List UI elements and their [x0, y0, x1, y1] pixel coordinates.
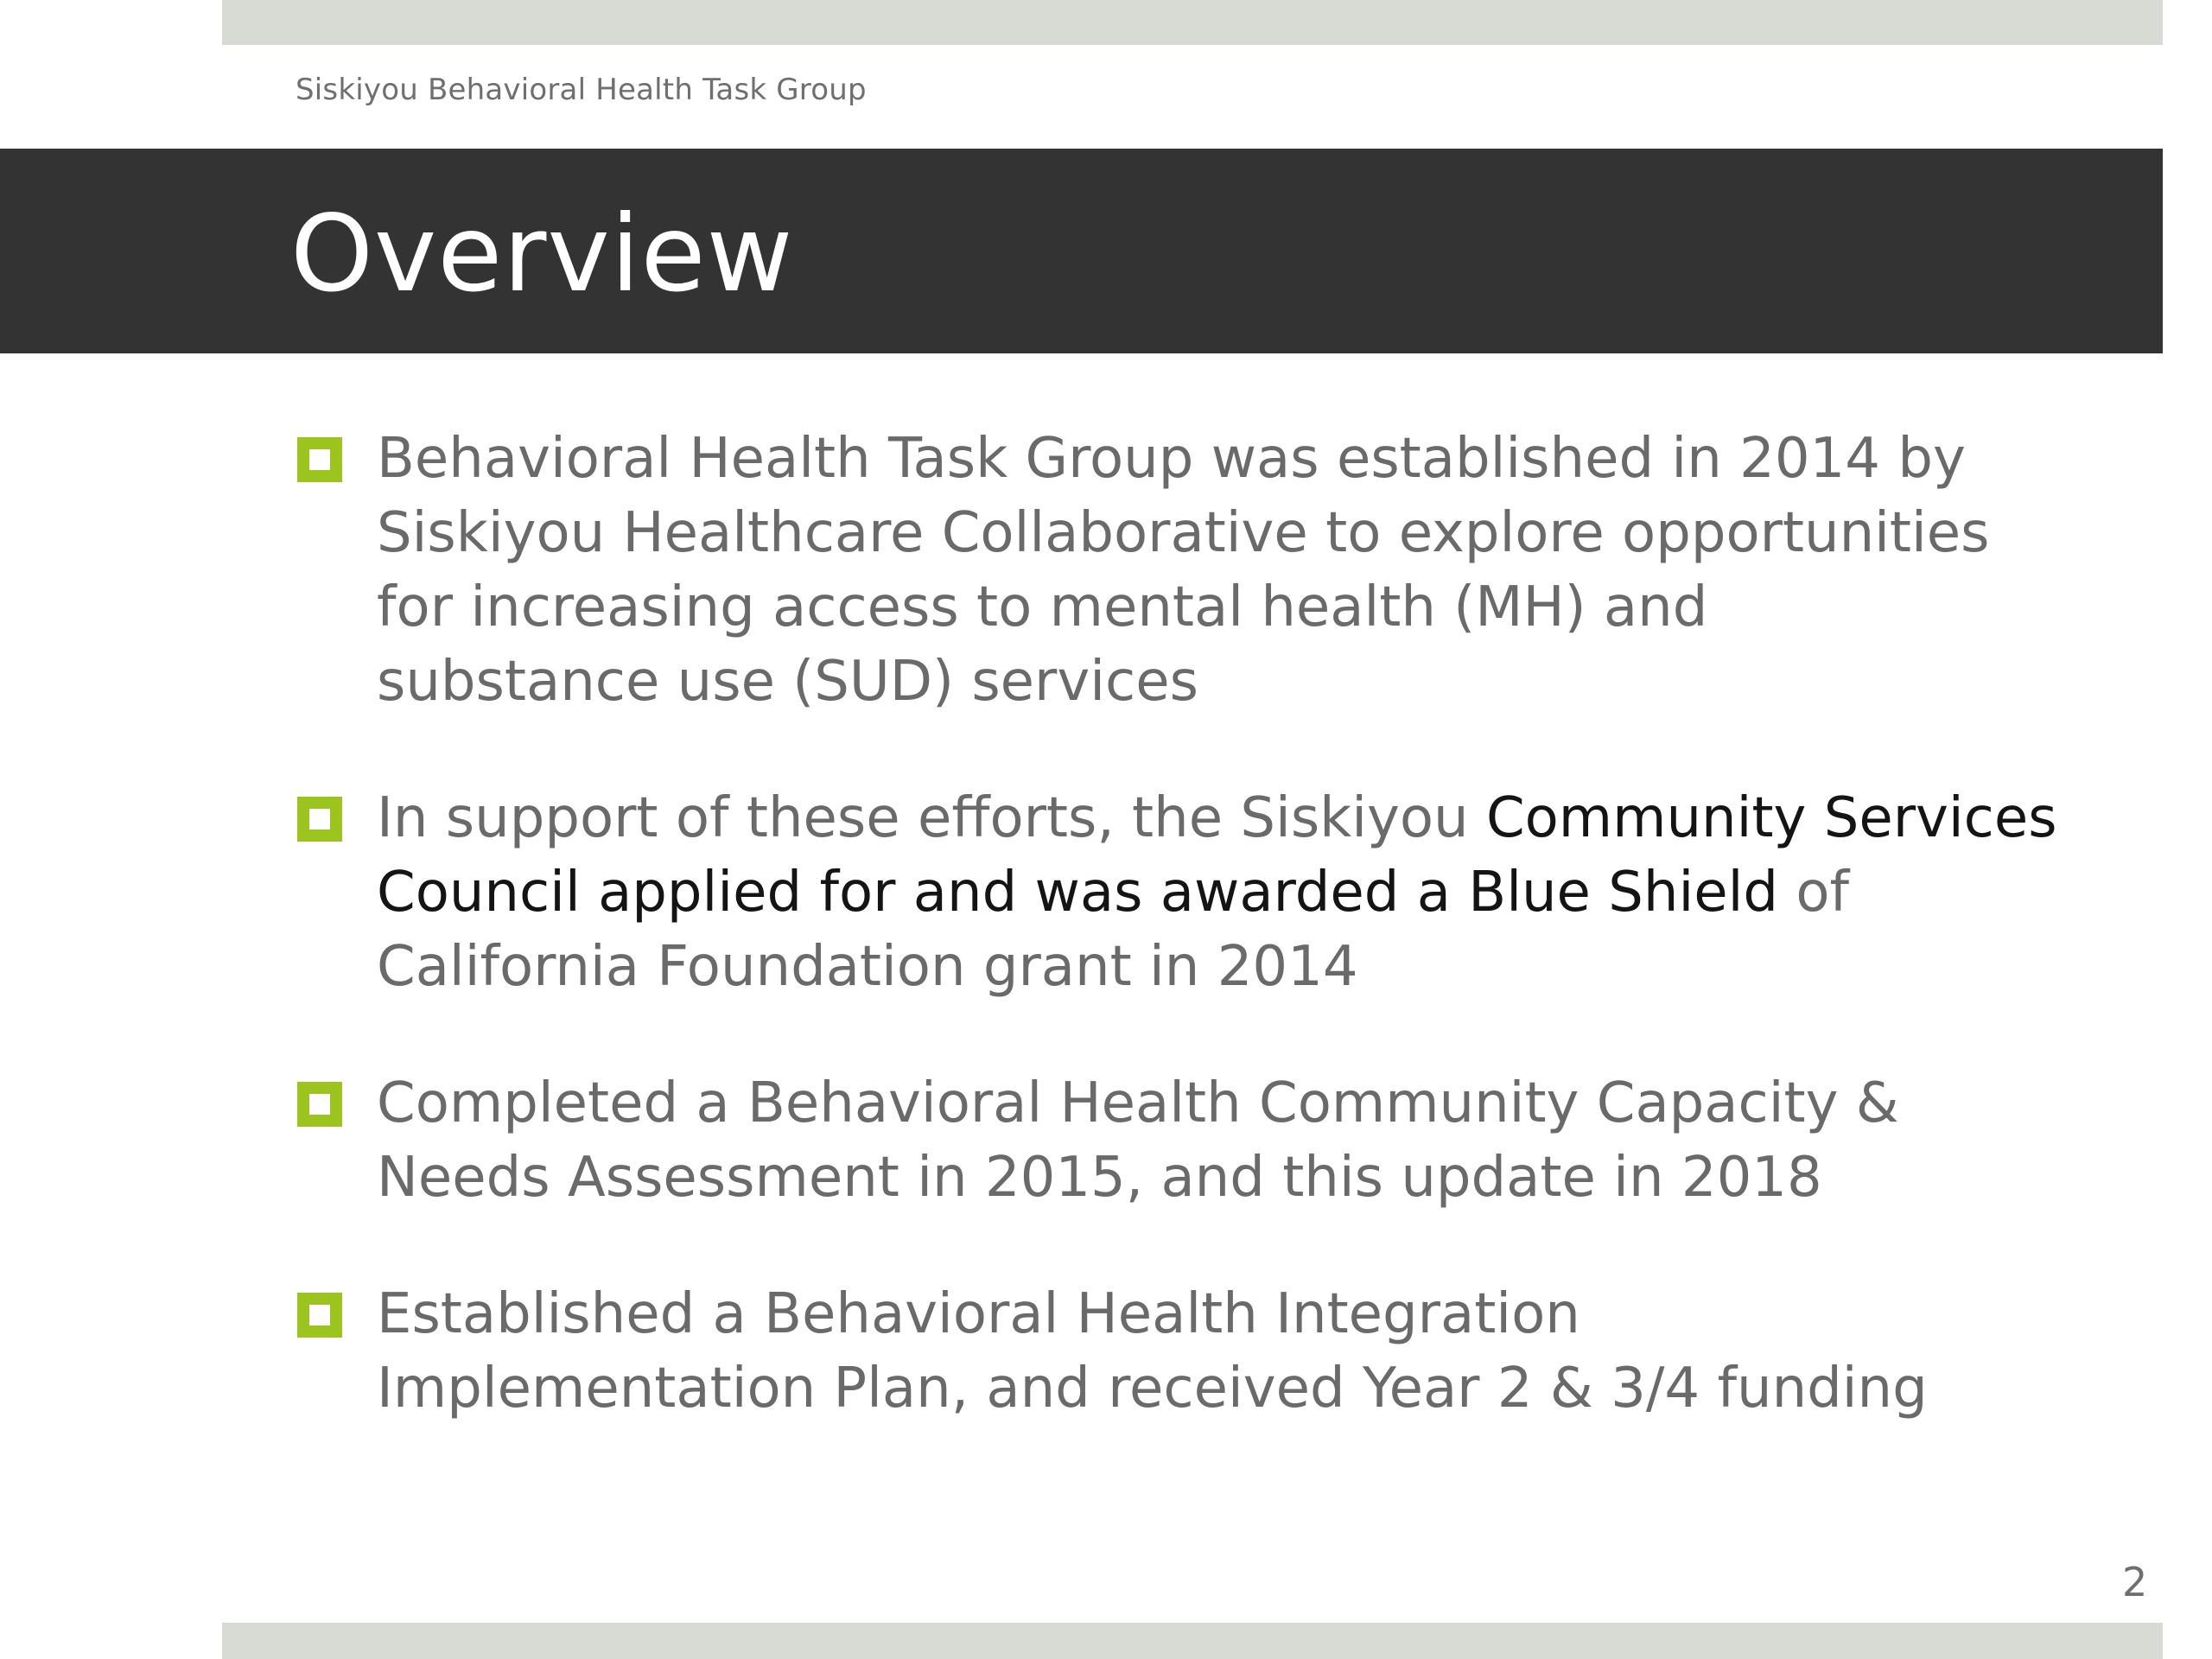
bullet-text-line [377, 781, 2146, 855]
square-bullet-icon [297, 437, 342, 482]
bullet-text-line: Behavioral Health Task Group was established in 2014 by [377, 427, 1966, 491]
page-number: 2 [2122, 1559, 2148, 1605]
top-decorative-band [222, 0, 2163, 45]
slide-title: Overview [290, 193, 794, 315]
slide-header: Siskiyou Behavioral Health Task Group [296, 73, 867, 107]
bullet-text-line: Implementation Plan, and received Year 2 & 3/4 funding [377, 1357, 1928, 1421]
bullet-list [297, 422, 2146, 1488]
bottom-decorative-band [222, 1623, 2163, 1659]
bullet-item-3 [297, 1066, 2146, 1215]
bullet-item-4 [297, 1277, 2146, 1426]
bullet-text-normal: In support of these efforts, the Siskiyou [377, 786, 1486, 850]
bullet-text-line: Needs Assessment in 2015, and this update in 2018 [377, 1146, 1822, 1210]
bullet-text-emphasis: Community Services [1485, 786, 2057, 850]
bullet-text-line: Established a Behavioral Health Integration [377, 1282, 1580, 1346]
bullet-item-1 [297, 422, 2146, 719]
square-bullet-icon [297, 797, 342, 842]
bullet-item-2 [297, 781, 2146, 1004]
bullet-text-emphasis: Council applied for and was awarded a Blue Shield [377, 861, 1778, 925]
bullet-text-line: California Foundation grant in 2014 [377, 935, 1358, 999]
bullet-text-line [377, 855, 2146, 930]
bullet-text-line: for increasing access to mental health (MH) and [377, 575, 1708, 639]
bullet-text-line: Siskiyou Healthcare Collaborative to explore opportunities [377, 501, 1990, 565]
square-bullet-icon [297, 1293, 342, 1338]
square-bullet-icon [297, 1082, 342, 1127]
bullet-text-line: substance use (SUD) services [377, 650, 1198, 714]
bullet-text-normal: of [1778, 861, 1850, 925]
bullet-text-line: Completed a Behavioral Health Community Capacity & [377, 1071, 1899, 1135]
